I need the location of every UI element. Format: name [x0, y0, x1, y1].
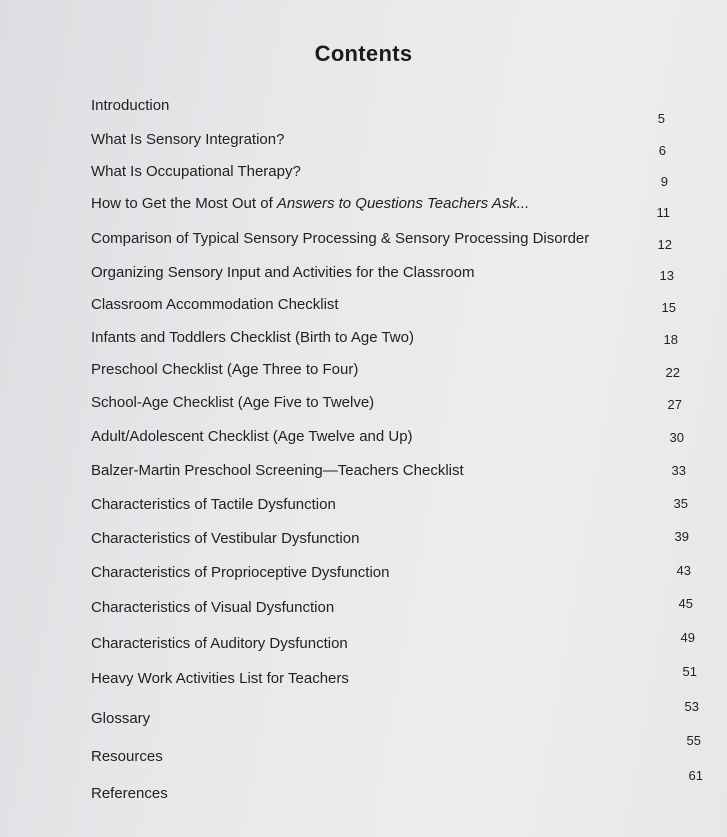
toc-page-number: 27 [667, 397, 682, 412]
toc-entry-label: Comparison of Typical Sensory Processing & Sensory Processing Disorder [91, 230, 590, 247]
toc-entry-proprioceptive [91, 564, 389, 581]
toc-page-number: 53 [684, 699, 699, 714]
toc-entry-label: How to Get the Most Out of [91, 195, 277, 212]
toc-entry-infants-toddlers [91, 329, 414, 346]
toc-entry-school-age [91, 394, 374, 411]
toc-entry-label: What Is Sensory Integration? [91, 131, 285, 148]
toc-entry-label: References [91, 785, 168, 802]
toc-entry-label: Introduction [91, 97, 170, 114]
toc-page-number: 12 [657, 237, 672, 252]
toc-page-number: 45 [678, 596, 693, 611]
toc-entry-label: Characteristics of Vestibular Dysfunction [91, 530, 360, 547]
toc-entry-label: Preschool Checklist (Age Three to Four) [91, 361, 359, 378]
toc-entry-vestibular [91, 530, 359, 547]
toc-page-number: 18 [663, 332, 678, 347]
toc-page-number: 49 [680, 630, 695, 645]
toc-entry-glossary [91, 710, 150, 727]
toc-page-number: 35 [673, 496, 688, 511]
toc-entry-label: Characteristics of Proprioceptive Dysfunction [91, 564, 390, 581]
toc-page-number: 55 [686, 733, 701, 748]
toc-entry-label: Organizing Sensory Input and Activities for the Classroom [91, 264, 475, 281]
toc-entry-label: School-Age Checklist (Age Five to Twelve) [91, 394, 375, 411]
toc-entry-heavy-work [91, 670, 349, 687]
toc-entry-resources [91, 748, 163, 765]
toc-entry-auditory [91, 635, 348, 652]
toc-entry-sensory-integration [91, 131, 284, 148]
toc-entry-label-italic: Answers to Questions Teachers Ask... [276, 195, 530, 212]
toc-entry-label: Balzer-Martin Preschool Screening—Teachers Checklist [91, 462, 464, 479]
toc-entry-comparison [91, 230, 589, 247]
toc-page-number: 5 [657, 111, 665, 126]
toc-page-number: 22 [665, 365, 680, 380]
toc-page-number: 11 [656, 205, 670, 220]
toc-entry-introduction [91, 97, 169, 114]
toc-entry-label: Infants and Toddlers Checklist (Birth to Age Two) [91, 329, 414, 346]
toc-entry-visual [91, 599, 334, 616]
toc-entry-occupational-therapy [91, 163, 301, 180]
toc-entry-label: Adult/Adolescent Checklist (Age Twelve and Up) [91, 428, 413, 445]
toc-page-number: 61 [688, 768, 703, 783]
toc-entry-classroom-accommodation [91, 296, 339, 313]
toc-page-number: 9 [660, 174, 668, 189]
toc-page-number: 13 [659, 268, 674, 283]
toc-entry-preschool [91, 361, 358, 378]
toc-page-number: 33 [671, 463, 686, 478]
toc-page-number: 51 [682, 664, 697, 679]
toc-entry-organizing [91, 264, 475, 281]
toc-entry-tactile [91, 496, 336, 513]
toc-entry-label: Characteristics of Visual Dysfunction [91, 599, 335, 616]
toc-entry-label: What Is Occupational Therapy? [91, 163, 301, 180]
toc-page-number: 39 [674, 529, 689, 544]
toc-entry-how-to-get-most [91, 195, 529, 212]
toc-page-number: 43 [676, 563, 691, 578]
toc-entry-label: Resources [91, 748, 163, 765]
toc-entry-label: Characteristics of Auditory Dysfunction [91, 635, 348, 652]
toc-entry-references [91, 785, 168, 802]
toc-entry-adult-adolescent [91, 428, 413, 445]
toc-page-number: 6 [658, 143, 666, 158]
toc-entry-label: Classroom Accommodation Checklist [91, 296, 339, 313]
page-title: Contents [314, 41, 413, 66]
toc-entry-balzer-martin [91, 462, 464, 479]
toc-entry-label: Characteristics of Tactile Dysfunction [91, 496, 336, 513]
toc-page-number: 15 [661, 300, 676, 315]
toc-entry-label: Heavy Work Activities List for Teachers [91, 670, 349, 687]
toc-page-number: 30 [669, 430, 684, 445]
toc-entry-label: Glossary [91, 710, 151, 727]
